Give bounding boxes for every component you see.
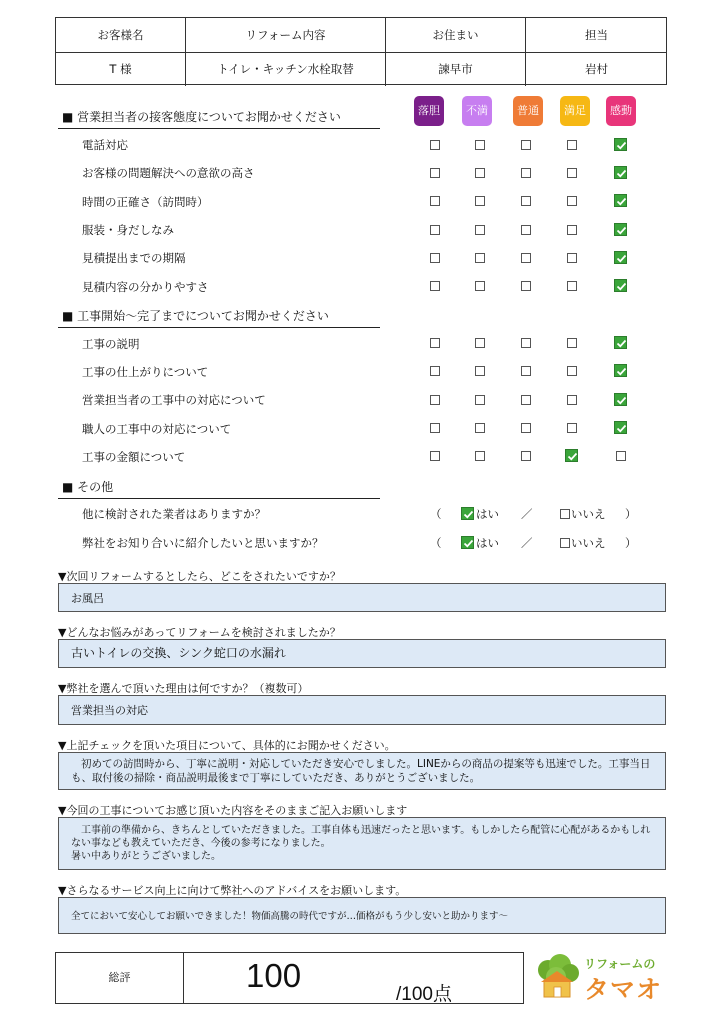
rating-checkbox[interactable] <box>521 366 531 376</box>
rating-checkbox[interactable] <box>567 281 577 291</box>
staff-value: 岩村 <box>525 52 667 86</box>
s2-item-label: 工事の説明 <box>82 337 140 351</box>
rating-checkbox[interactable] <box>567 225 577 235</box>
rating-checkbox[interactable] <box>567 196 577 206</box>
s2-item-label: 営業担当者の工事中の対応について <box>82 393 266 407</box>
s2-item-label: 工事の金額について <box>82 450 186 464</box>
open-paren: （ <box>430 536 442 550</box>
rating-checkbox-checked[interactable] <box>614 393 627 406</box>
rating-checkbox-checked[interactable] <box>565 449 578 462</box>
rating-checkbox[interactable] <box>567 140 577 150</box>
rating-checkbox[interactable] <box>567 168 577 178</box>
rating-checkbox[interactable] <box>430 140 440 150</box>
s1-item-label: 電話対応 <box>82 138 128 152</box>
question-title: ▼今回の工事についてお感じ頂いた内容をそのままご記入お願いします <box>58 804 408 817</box>
slash: ／ <box>521 507 533 521</box>
rating-checkbox[interactable] <box>430 338 440 348</box>
logo-text-big: タマオ <box>584 975 663 1004</box>
question-title: ▼上記チェックを頂いた項目について、具体的にお聞かせください。 <box>58 739 396 752</box>
answer-text-line2: 暑い中ありがとうございました。 <box>71 851 221 862</box>
answer-text: 工事前の準備から、きちんとしていただきました。工事自体も迅速だったと思います。もしかしたら配管に心配があるかもしれない事なども教えていただき、今後の参考になりました。 <box>71 825 651 849</box>
answer-text: お風呂 <box>71 592 104 605</box>
rating-checkbox-checked[interactable] <box>614 279 627 292</box>
open-paren: （ <box>430 507 442 521</box>
rating-checkbox[interactable] <box>475 225 485 235</box>
residence-value: 諫早市 <box>385 52 525 86</box>
yes-label: はい <box>476 507 499 521</box>
s2-item-label: 職人の工事中の対応について <box>82 422 232 436</box>
rating-checkbox[interactable] <box>521 395 531 405</box>
rating-checkbox[interactable] <box>567 366 577 376</box>
rating-checkbox[interactable] <box>521 140 531 150</box>
customer-value: T 様 <box>109 62 132 76</box>
rating-checkbox[interactable] <box>430 395 440 405</box>
rating-checkbox-checked[interactable] <box>614 223 627 236</box>
total-score-box <box>55 952 524 1004</box>
question-title: ▼弊社を選んで頂いた理由は何ですか？（複数可） <box>58 682 309 695</box>
no-checkbox[interactable] <box>560 509 570 519</box>
answer-box[interactable] <box>58 639 666 668</box>
rating-checkbox[interactable] <box>430 253 440 263</box>
section2-heading: ■ 工事開始～完了までについてお聞かせください <box>62 309 329 323</box>
rating-checkbox[interactable] <box>475 451 485 461</box>
rating-checkbox[interactable] <box>430 451 440 461</box>
s2-item-label: 工事の仕上がりについて <box>82 365 209 379</box>
rating-checkbox[interactable] <box>475 140 485 150</box>
answer-box[interactable] <box>58 695 666 725</box>
answer-box[interactable] <box>58 752 666 790</box>
rating-checkbox[interactable] <box>567 395 577 405</box>
question-title: ▼次回リフォームするとしたら、どこをされたいですか？ <box>58 570 341 583</box>
rating-checkbox-checked[interactable] <box>614 336 627 349</box>
total-score: 100 <box>246 957 302 994</box>
staff-label: 担当 <box>525 18 667 52</box>
question-title: ▼どんなお悩みがあってリフォームを検討されましたか？ <box>58 626 341 639</box>
rating-checkbox[interactable] <box>430 196 440 206</box>
customer-label: お客様名 <box>97 28 144 42</box>
rating-badge-1: 落胆 <box>414 96 444 126</box>
question-title: ▼さらなるサービス向上に向けて弊社へのアドバイスをお願いします。 <box>58 884 407 897</box>
rating-checkbox[interactable] <box>521 168 531 178</box>
total-max: /100点 <box>396 984 452 1005</box>
rating-checkbox-checked[interactable] <box>614 138 627 151</box>
header-row-labels <box>56 18 666 53</box>
section3-heading: ■ その他 <box>62 480 114 494</box>
rating-checkbox[interactable] <box>475 281 485 291</box>
rating-checkbox[interactable] <box>567 253 577 263</box>
answer-text: 古いトイレの交換、シンク蛇口の水漏れ <box>71 646 286 660</box>
section3-rule <box>58 498 380 499</box>
rating-checkbox[interactable] <box>475 168 485 178</box>
total-label: 総評 <box>56 953 184 1003</box>
s1-item-label: 見積内容の分かりやすさ <box>82 280 209 294</box>
rating-checkbox[interactable] <box>430 225 440 235</box>
section1-rule <box>58 128 380 129</box>
s3-item-label: 弊社をお知り合いに紹介したいと思いますか？ <box>82 536 324 550</box>
s1-item-label: 見積提出までの期隔 <box>82 251 186 265</box>
rating-checkbox-checked[interactable] <box>614 166 627 179</box>
answer-text: 全てにおいて安心してお願いできました！物価高騰の時代ですが…価格がもう少し安いと助かります～ <box>71 911 509 922</box>
rating-checkbox[interactable] <box>521 338 531 348</box>
rating-checkbox[interactable] <box>521 225 531 235</box>
yes-label: はい <box>476 536 499 550</box>
rating-checkbox[interactable] <box>430 366 440 376</box>
answer-text: 初めての訪問時から、丁寧に説明・対応していただき安心でしました。LINEからの商品の提案等も迅速でした。工事当日も、取付後の掃除・商品説明最後まで丁寧にしていただき、ありがとうございました。 <box>71 758 651 784</box>
rating-checkbox[interactable] <box>616 451 626 461</box>
rating-checkbox[interactable] <box>475 423 485 433</box>
header-table <box>55 17 667 85</box>
residence-label: お住まい <box>385 18 525 52</box>
rating-checkbox[interactable] <box>475 253 485 263</box>
rating-checkbox-checked[interactable] <box>614 194 627 207</box>
rating-checkbox[interactable] <box>475 338 485 348</box>
answer-text: 営業担当の対応 <box>71 704 148 717</box>
s3-item-label: 他に検討された業者はありますか？ <box>82 507 266 521</box>
answer-box[interactable] <box>58 583 666 612</box>
s1-item-label: 時間の正確さ（訪問時） <box>82 195 209 209</box>
close-paren: ） <box>625 536 637 550</box>
section2-rule <box>58 327 380 328</box>
rating-checkbox[interactable] <box>475 395 485 405</box>
rating-checkbox[interactable] <box>521 281 531 291</box>
rating-checkbox[interactable] <box>430 423 440 433</box>
rating-badge-2: 不満 <box>462 96 492 126</box>
content-value: トイレ・キッチン水栓取替 <box>185 52 385 86</box>
rating-checkbox[interactable] <box>567 423 577 433</box>
house-tree-logo-icon <box>534 954 582 1000</box>
s1-item-label: お客様の問題解決への意欲の高さ <box>82 166 255 180</box>
no-checkbox[interactable] <box>560 538 570 548</box>
rating-checkbox[interactable] <box>475 366 485 376</box>
answer-box[interactable] <box>58 817 666 870</box>
rating-checkbox[interactable] <box>430 281 440 291</box>
rating-badge-3: 普通 <box>513 96 543 126</box>
rating-checkbox[interactable] <box>521 253 531 263</box>
s1-item-label: 服装・身だしなみ <box>82 223 174 237</box>
slash: ／ <box>521 536 533 550</box>
rating-checkbox[interactable] <box>521 423 531 433</box>
rating-checkbox[interactable] <box>521 451 531 461</box>
rating-checkbox[interactable] <box>475 196 485 206</box>
rating-checkbox[interactable] <box>567 338 577 348</box>
yes-checkbox-checked[interactable] <box>461 507 474 520</box>
rating-checkbox-checked[interactable] <box>614 364 627 377</box>
rating-checkbox-checked[interactable] <box>614 421 627 434</box>
answer-box[interactable] <box>58 897 666 934</box>
no-label: いいえ <box>571 536 606 550</box>
rating-checkbox[interactable] <box>430 168 440 178</box>
yes-checkbox-checked[interactable] <box>461 536 474 549</box>
section1-heading: ■ 営業担当者の接客態度についてお聞かせください <box>62 110 341 124</box>
logo-text-small: リフォームの <box>584 957 656 971</box>
header-row-values <box>56 52 666 86</box>
rating-checkbox-checked[interactable] <box>614 251 627 264</box>
rating-badge-4: 満足 <box>560 96 590 126</box>
rating-checkbox[interactable] <box>521 196 531 206</box>
no-label: いいえ <box>571 507 606 521</box>
rating-badge-5: 感動 <box>606 96 636 126</box>
content-label: リフォーム内容 <box>185 18 385 52</box>
close-paren: ） <box>625 507 637 521</box>
